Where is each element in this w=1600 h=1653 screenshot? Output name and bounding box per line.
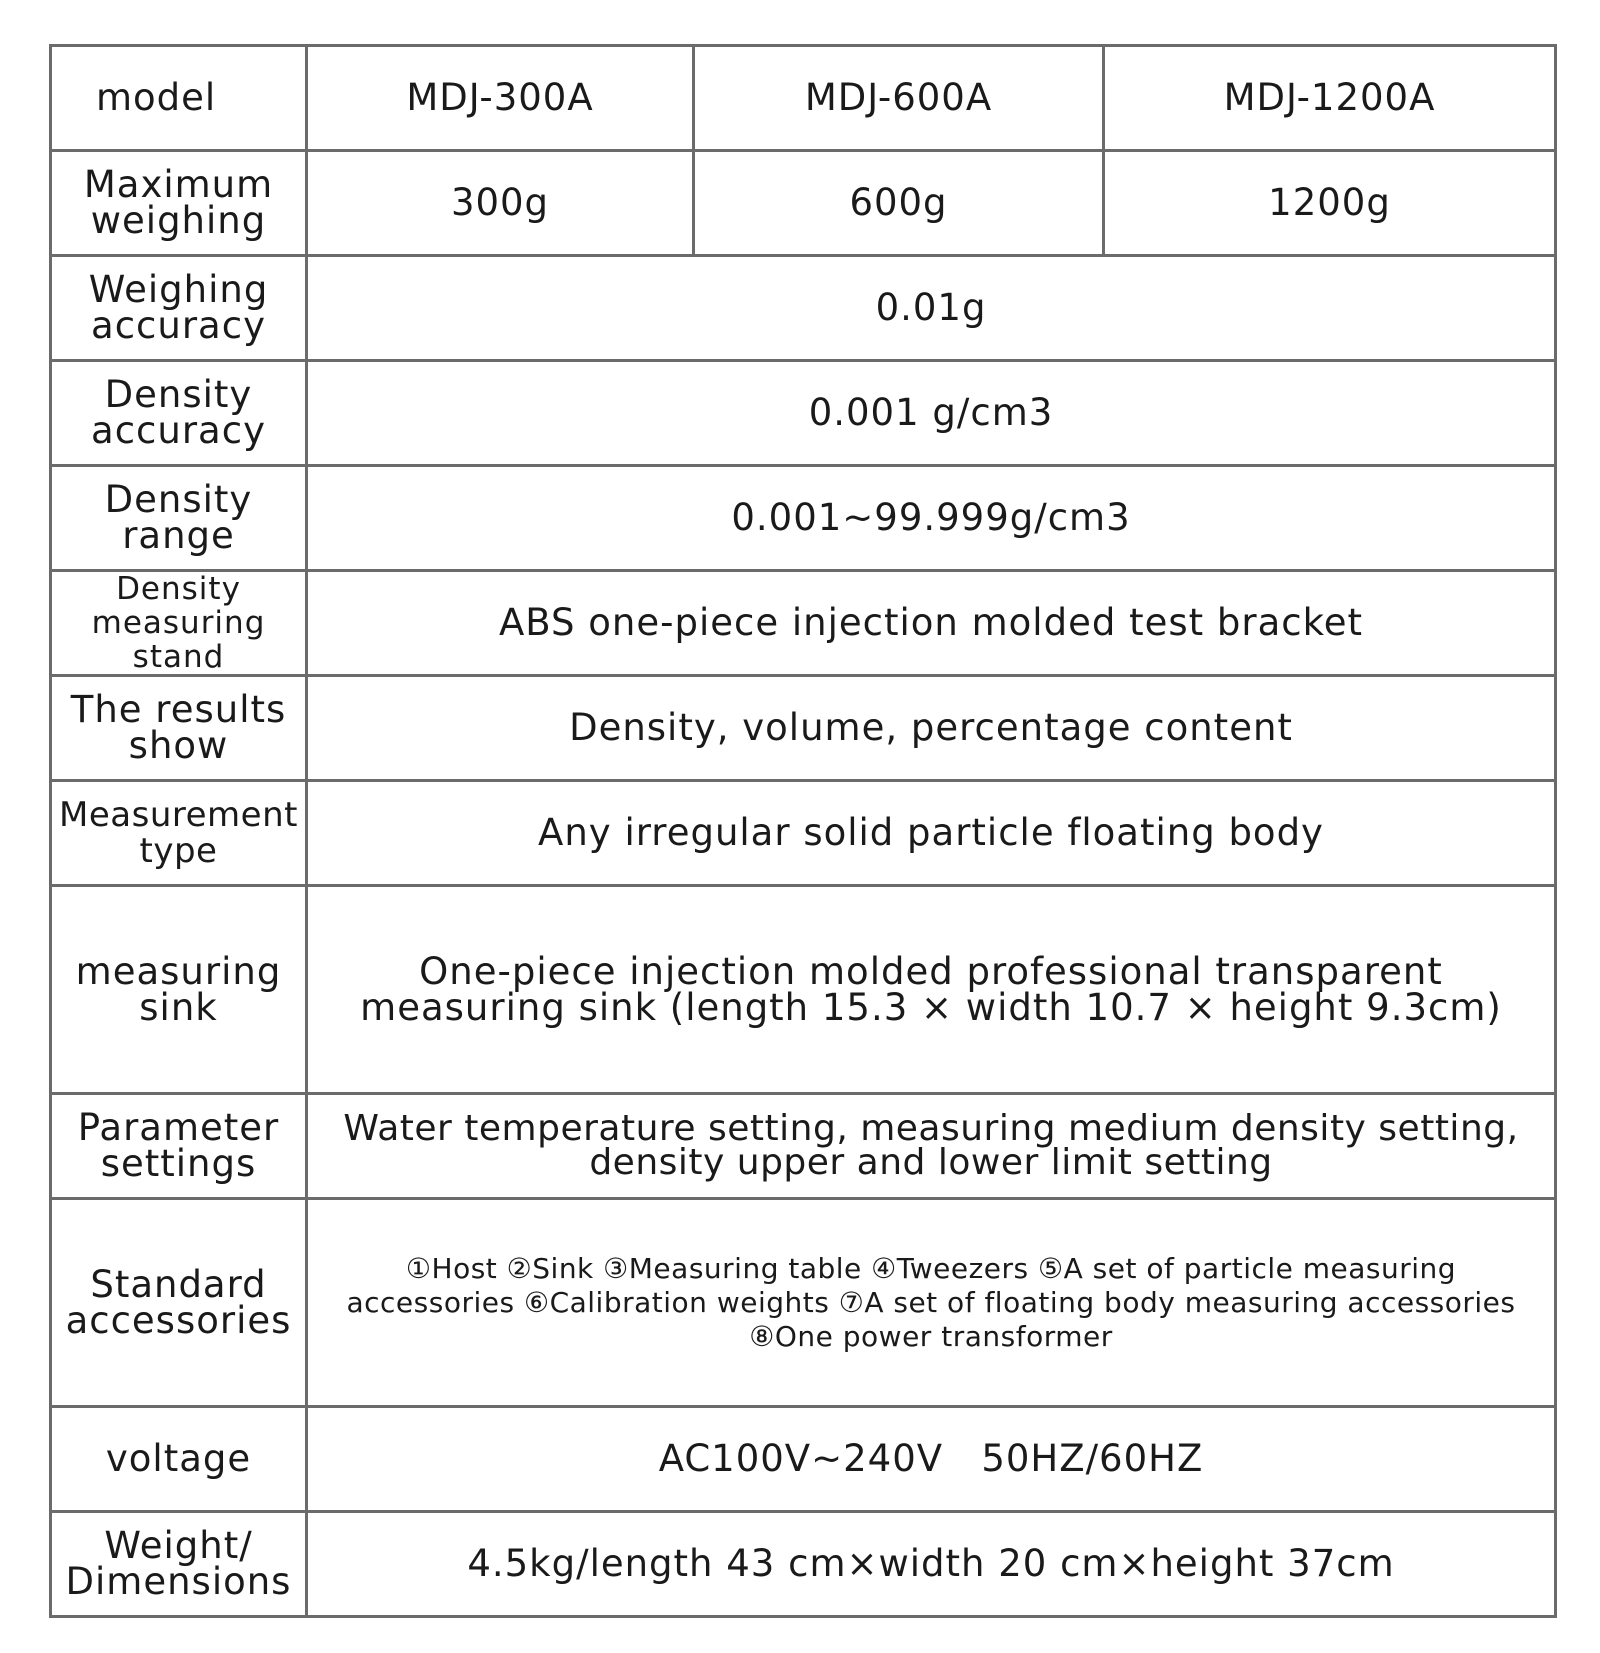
density-accuracy-row [51, 361, 1556, 466]
parameter-settings-value: Water temperature setting, measuring medium density setting, density upper and lower limit setting [307, 1094, 1556, 1199]
weighing-accuracy-row [51, 256, 1556, 361]
standard-accessories-value: ①Host ②Sink ③Measuring table ④Tweezers ⑤A set of particle measuring accessories ⑥Calibration weights ⑦A set of floating body measuring accessories ⑧One power transformer [307, 1199, 1556, 1407]
voltage-label: voltage [51, 1407, 307, 1512]
density-stand-value: ABS one-piece injection molded test bracket [307, 571, 1556, 676]
results-show-value: Density, volume, percentage content [307, 676, 1556, 781]
parameter-settings-row [51, 1094, 1556, 1199]
spec-table [49, 44, 1557, 1618]
measuring-sink-row [51, 886, 1556, 1094]
max-weighing-600a: 600g [694, 151, 1104, 256]
weighing-accuracy-value: 0.01g [307, 256, 1556, 361]
voltage-row [51, 1407, 1556, 1512]
weighing-accuracy-label: Weighing accuracy [51, 256, 307, 361]
model-mdj-300a: MDJ-300A [307, 46, 694, 151]
measuring-sink-label: measuring sink [51, 886, 307, 1094]
weight-dimensions-value: 4.5kg/length 43 cm×width 20 cm×height 37cm [307, 1512, 1556, 1617]
measuring-sink-value: One-piece injection molded professional transparent measuring sink (length 15.3 × width 10.7 × height 9.3cm) [307, 886, 1556, 1094]
model-mdj-1200a: MDJ-1200A [1104, 46, 1556, 151]
measurement-type-value: Any irregular solid particle floating body [307, 781, 1556, 886]
density-range-label: Density range [51, 466, 307, 571]
density-accuracy-value: 0.001 g/cm3 [307, 361, 1556, 466]
results-show-row [51, 676, 1556, 781]
results-show-label: The results show [51, 676, 307, 781]
weight-dimensions-label: Weight/ Dimensions [51, 1512, 307, 1617]
max-weighing-1200a: 1200g [1104, 151, 1556, 256]
standard-accessories-row [51, 1199, 1556, 1407]
max-weighing-row [51, 151, 1556, 256]
standard-accessories-label: Standard accessories [51, 1199, 307, 1407]
max-weighing-300a: 300g [307, 151, 694, 256]
measurement-type-row [51, 781, 1556, 886]
model-row [51, 46, 1556, 151]
voltage-value: AC100V~240V 50HZ/60HZ [307, 1407, 1556, 1512]
model-mdj-600a: MDJ-600A [694, 46, 1104, 151]
model-label: model [51, 46, 307, 151]
density-range-row [51, 466, 1556, 571]
measurement-type-label: Measurement type [51, 781, 307, 886]
density-stand-label: Density measuring stand [51, 571, 307, 676]
density-stand-row [51, 571, 1556, 676]
weight-dimensions-row [51, 1512, 1556, 1617]
parameter-settings-label: Parameter settings [51, 1094, 307, 1199]
density-range-value: 0.001~99.999g/cm3 [307, 466, 1556, 571]
density-accuracy-label: Density accuracy [51, 361, 307, 466]
max-weighing-label: Maximum weighing [51, 151, 307, 256]
